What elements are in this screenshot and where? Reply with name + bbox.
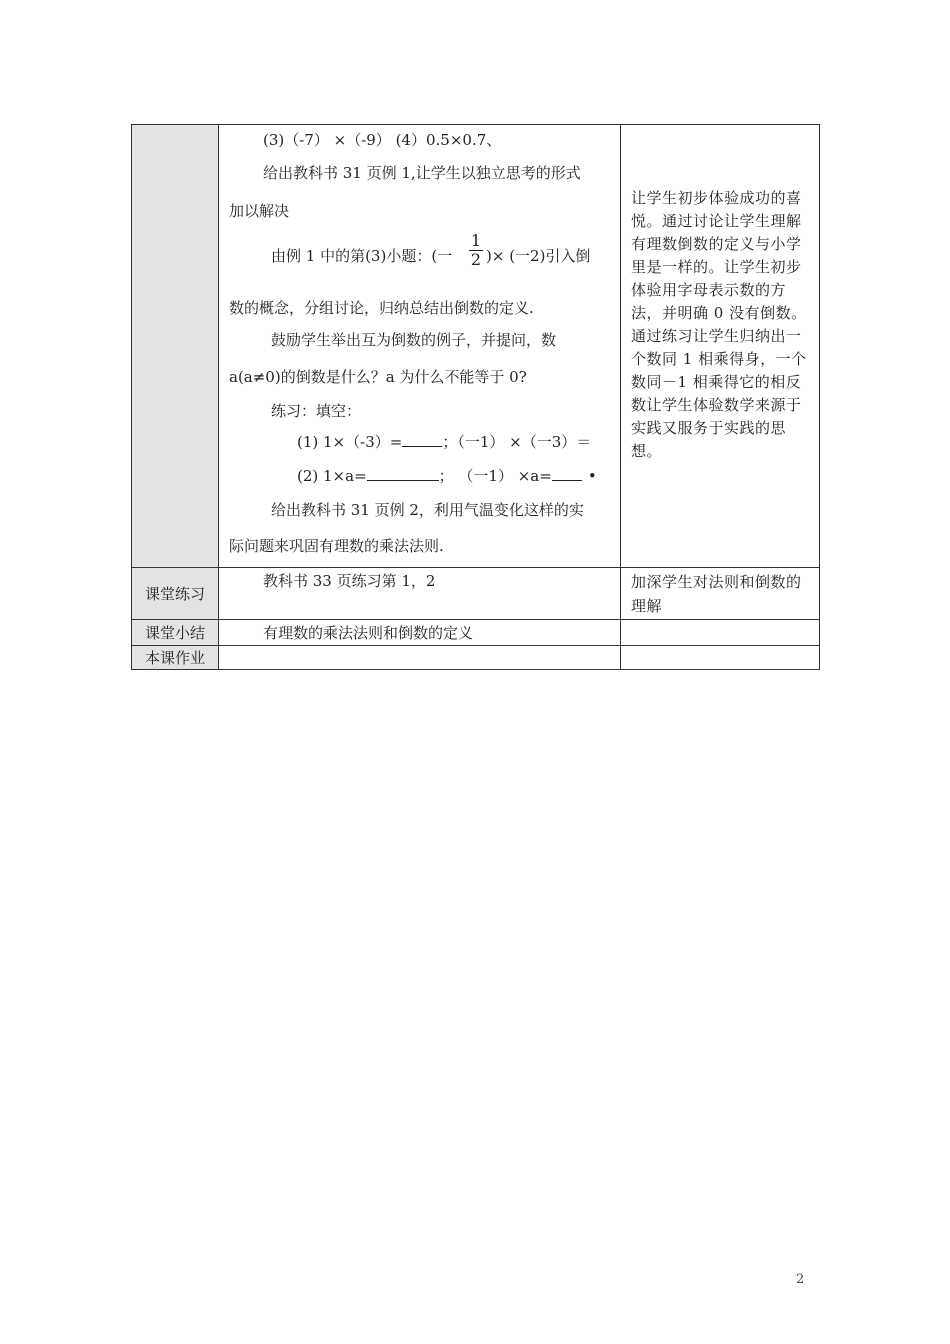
- answer-blank-3: [552, 465, 582, 481]
- fraction-one-half: [469, 232, 483, 269]
- example2-line: 给出教科书 31 页例 2，利用气温变化这样的实: [271, 501, 584, 519]
- fill-blank-1-a: (1) 1×（-3）=: [297, 433, 403, 451]
- row-note-summary: [621, 620, 820, 646]
- row-label-text: 本课作业: [144, 649, 205, 667]
- practice-row: [132, 568, 820, 620]
- fill-blank-2-a: (2) 1×a=: [297, 467, 367, 485]
- row-content-homework: [219, 646, 621, 670]
- design-intent-note: 让学生初步体验成功的喜悦。通过讨论让学生理解有理数倒数的定义与小学里是一样的。让学生初步体验用字母表示数的方法，并明确 0 没有倒数。通过练习让学生归纳出一个数同 1 相乘得身，一个数同－1 相乘得它的相反数让学生体验数学来源于实践又服务于实践的思想。: [631, 189, 807, 460]
- main-note-cell: [621, 125, 820, 568]
- lesson-plan-table: [131, 124, 820, 670]
- example2-line-cont: 际问题来巩固有理数的乘法法则.: [229, 537, 444, 555]
- homework-row: [132, 646, 820, 670]
- summary-row: [132, 620, 820, 646]
- line-end-dot: •: [587, 467, 597, 485]
- exercise-line-3-4: (3)（-7） ×（-9） (4）0.5×0.7、: [263, 131, 502, 149]
- example1-line: 给出教科书 31 页例 1,让学生以独立思考的形式: [263, 164, 581, 182]
- fill-blank-1-b: ；（一1） ×（一3）＝: [442, 433, 592, 451]
- row-label-homework: [132, 646, 219, 670]
- fraction-denominator: 2: [470, 250, 482, 269]
- row-label-text: 课堂小结: [144, 624, 205, 642]
- fill-blank-1: [297, 431, 591, 452]
- fill-blank-2-b: ； （一1） ×a=: [438, 467, 552, 485]
- reciprocal-intro-pre: 由例 1 中的第(3)小题：(一: [271, 247, 453, 265]
- reciprocal-intro-post: )× (一2)引入倒: [486, 247, 591, 265]
- fraction-numerator: 1: [470, 231, 482, 250]
- main-content-cell: [219, 125, 621, 568]
- row-note-homework: [621, 646, 820, 670]
- answer-blank-1: [402, 431, 442, 447]
- answer-blank-2: [367, 465, 439, 481]
- encourage-line: 鼓励学生举出互为倒数的例子，并提问，数: [271, 331, 557, 349]
- row-content-practice: 教科书 33 页练习第 1，2: [219, 568, 621, 620]
- reciprocal-concept-line: 数的概念，分组讨论，归纳总结出倒数的定义.: [229, 299, 534, 317]
- main-row: [132, 125, 820, 568]
- example1-line-cont: 加以解决: [229, 202, 290, 220]
- practice-heading: 练习：填空：: [271, 402, 362, 420]
- main-label-cell: [132, 125, 219, 568]
- question-line: a(a≠0)的倒数是什么？a 为什么不能等于 0?: [229, 368, 527, 386]
- row-label-practice: [132, 568, 219, 620]
- page-number: 2: [796, 1272, 805, 1287]
- fill-blank-2: [297, 465, 597, 486]
- row-label-text: 课堂练习: [144, 585, 205, 603]
- row-label-summary: [132, 620, 219, 646]
- row-content-summary: 有理数的乘法法则和倒数的定义: [219, 620, 621, 646]
- row-note-practice: 加深学生对法则和倒数的理解: [621, 568, 820, 620]
